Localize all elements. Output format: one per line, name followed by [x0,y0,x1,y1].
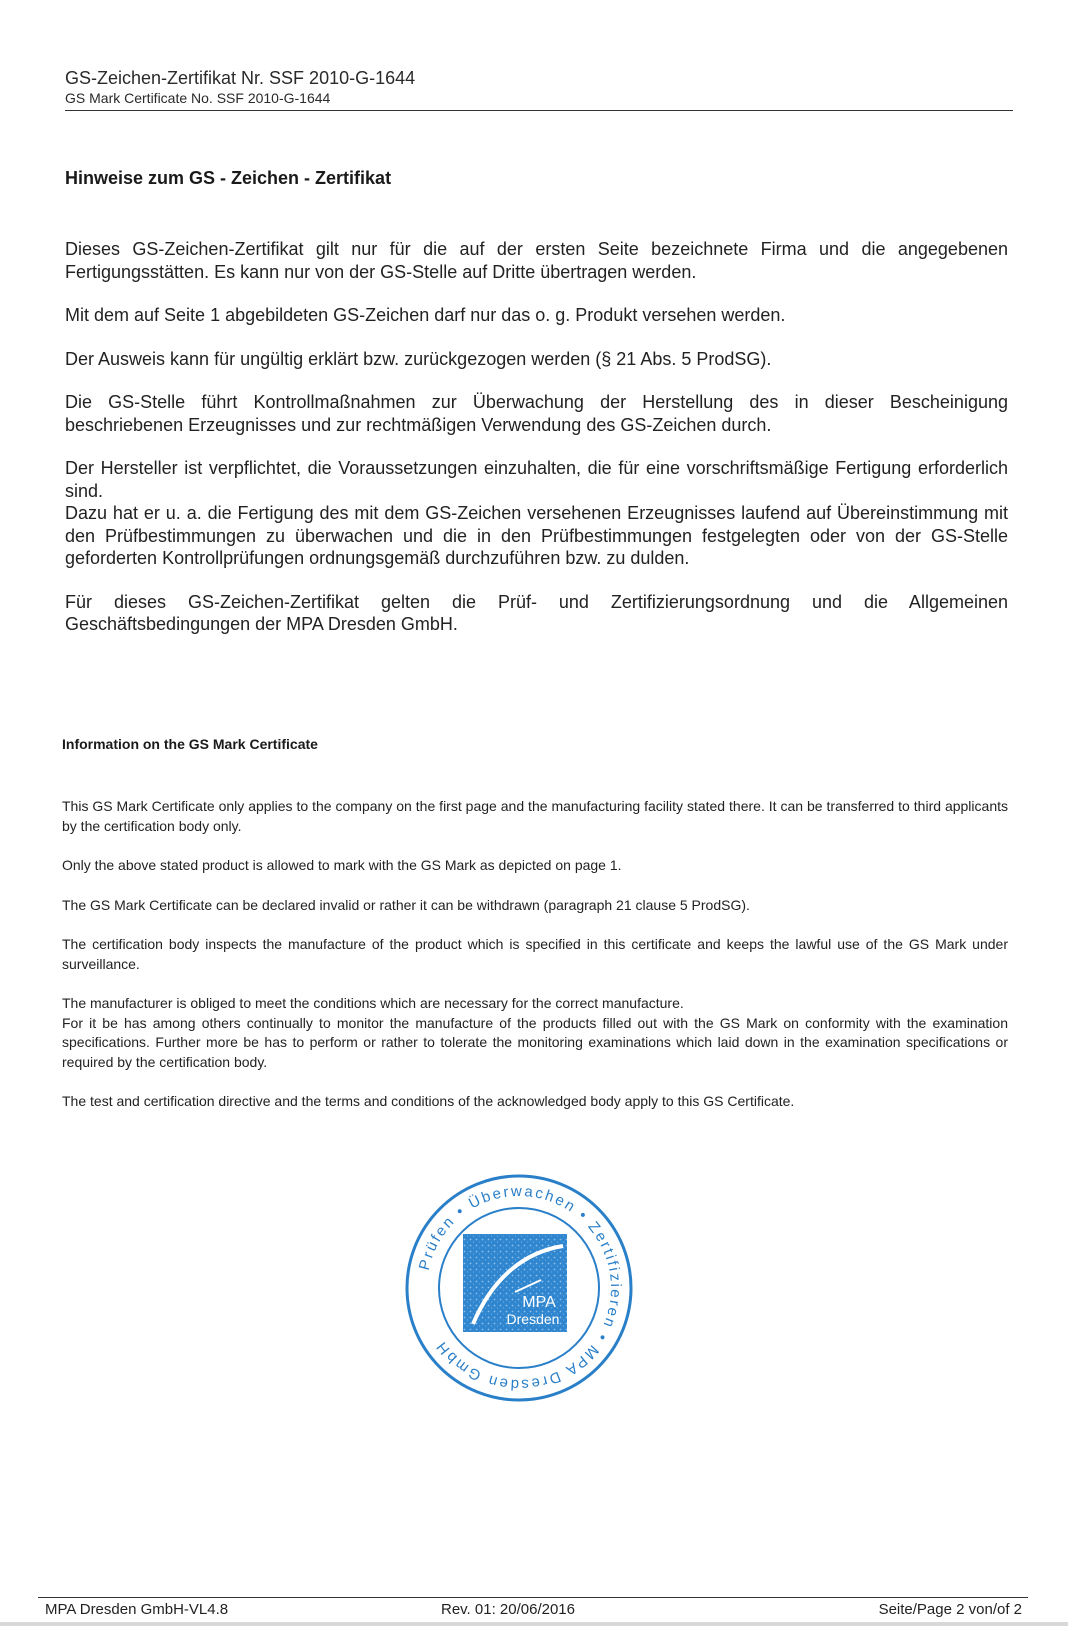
german-paragraph: Mit dem auf Seite 1 abgebildeten GS-Zeichen darf nur das o. g. Produkt versehen werden. [65,305,786,325]
german-paragraph: Dazu hat er u. a. die Fertigung des mit dem GS-Zeichen versehenen Erzeugnisses laufend auf Übereinstimmung mit den Prüfbestimmungen zu überwachen und die in den Prüfbestimmungen festgelegten oder von der GS-Stelle geforderten Kontrollprüfungen ordnungsgemäß durchzuführen bzw. zu dulden. [65,503,1008,568]
footer-form-id: MPA Dresden GmbH-VL4.8 [45,1601,229,1618]
german-paragraph: Dieses GS-Zeichen-Zertifikat gilt nur für die auf der ersten Seite bezeichnete Firma und die angegebenen Fertigungsstätten. Es kann nur von der GS-Stelle auf Dritte übertragen werden. [65,239,1008,282]
english-paragraph: The GS Mark Certificate can be declared invalid or rather it can be withdrawn (paragraph 21 clause 5 ProdSG). [62,896,750,913]
english-paragraph: The test and certification directive and the terms and conditions of the acknowledged body apply to this GS Certificate. [62,1093,795,1109]
footer-page-number: Seite/Page 2 von/of 2 [878,1601,1022,1618]
english-paragraph: This GS Mark Certificate only applies to the company on the first page and the manufacturing facility stated there. It can be transferred to third applicants by the certification body only. [62,798,1008,834]
english-paragraph: The manufacturer is obliged to meet the conditions which are necessary for the correct manufacture. [62,995,684,1011]
german-paragraph: Der Ausweis kann für ungültig erklärt bzw. zurückgezogen werden (§ 21 Abs. 5 ProdSG). [65,348,772,369]
german-paragraph: Die GS-Stelle führt Kontrollmaßnahmen zur Überwachung der Herstellung des in dieser Bescheinigung beschriebenen Erzeugnisses und zur rechtmäßigen Verwendung des GS-Zeichen durch. [65,392,1008,435]
english-notes [62,797,1008,1132]
header-divider [65,110,1013,111]
german-paragraph: Für dieses GS-Zeichen-Zertifikat gelten die Prüf- und Zertifizierungsordnung und die Allgemeinen Geschäftsbedingungen der MPA Dresden GmbH. [65,591,1008,634]
document-header [65,67,1013,107]
stamp-logo-block [463,1234,567,1332]
german-paragraph: Der Hersteller ist verpflichtet, die Voraussetzungen einzuhalten, die für eine vorschriftsmäßige Fertigung erforderlich sind. [65,458,1008,501]
stamp-logo-mpa: MPA [522,1294,556,1311]
mpa-dresden-stamp-icon [403,1172,635,1404]
german-heading: Hinweise zum GS - Zeichen - Zertifikat [65,168,392,188]
footer-revision: Rev. 01: 20/06/2016 [441,1601,575,1618]
german-notes [65,238,1008,657]
stamp-logo-dresden: Dresden [506,1311,560,1327]
english-paragraph: Only the above stated product is allowed to mark with the GS Mark as depicted on page 1. [62,857,622,873]
english-paragraph: For it be has among others continually to monitor the manufacture of the products filled out with the GS Mark on conformity with the examination specifications. Further more be has to perform or rather to tolerate the monitoring examinations which laid down in the examination specifications or required by the certification body. [62,1014,1008,1070]
english-paragraph: The certification body inspects the manufacture of the product which is specified in this certificate and keeps the lawful use of the GS Mark under surveillance. [62,936,1008,972]
header-title-german: GS-Zeichen-Zertifikat Nr. SSF 2010-G-1644 [65,68,416,88]
document-footer [38,1597,1028,1620]
english-heading: Information on the GS Mark Certificate [62,736,318,752]
stamp-ring-text: Prüfen • Überwachen • Zertifizieren • MPA Dresden GmbH [415,1182,625,1394]
header-title-english: GS Mark Certificate No. SSF 2010-G-1644 [65,90,331,106]
scan-edge [0,1622,1068,1626]
